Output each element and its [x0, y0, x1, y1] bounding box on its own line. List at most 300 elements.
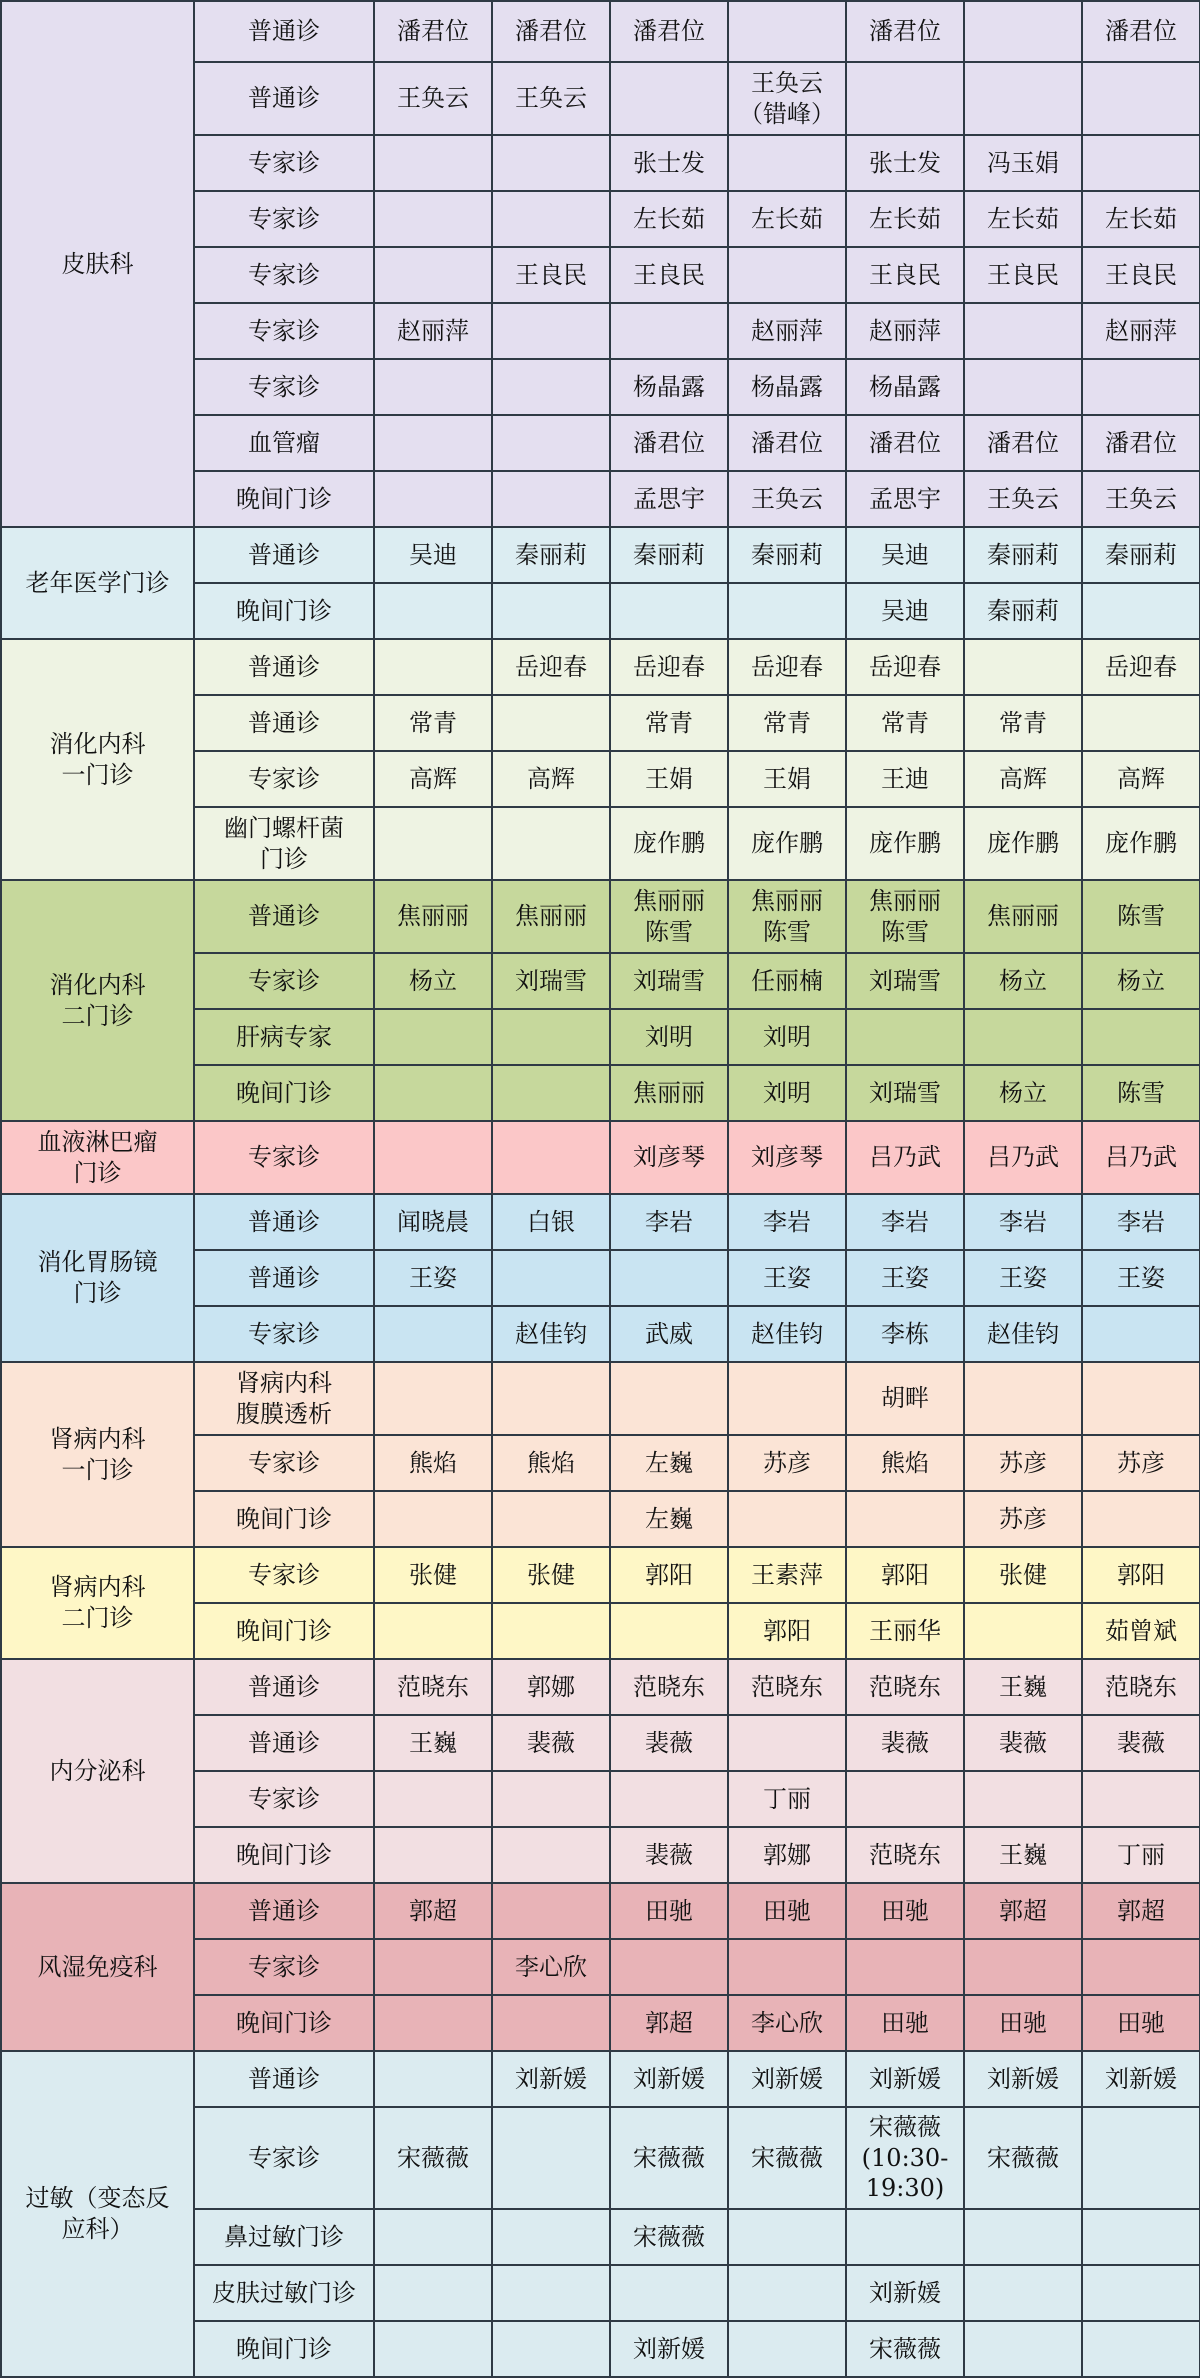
doctor-cell	[846, 62, 964, 135]
doctor-cell	[1082, 695, 1200, 751]
doctor-cell	[374, 2265, 492, 2321]
clinic-type: 普通诊	[194, 695, 374, 751]
clinic-type: 专家诊	[194, 191, 374, 247]
doctor-cell: 郭阳	[610, 1547, 728, 1603]
clinic-type: 普通诊	[194, 1883, 374, 1939]
clinic-type: 专家诊	[194, 1771, 374, 1827]
doctor-cell	[1082, 1939, 1200, 1995]
doctor-cell: 孟思宇	[846, 471, 964, 527]
doctor-cell: 王迪	[846, 751, 964, 807]
doctor-cell: 宋薇薇	[728, 2107, 846, 2209]
doctor-cell	[374, 1771, 492, 1827]
doctor-cell: 苏彦	[1082, 1435, 1200, 1491]
doctor-cell: 王姿	[846, 1250, 964, 1306]
doctor-cell	[374, 1491, 492, 1547]
department-name: 过敏（变态反 应科）	[1, 2051, 194, 2377]
doctor-cell: 裴薇	[610, 1715, 728, 1771]
doctor-cell: 岳迎春	[492, 639, 610, 695]
doctor-cell	[964, 1009, 1082, 1065]
doctor-cell	[492, 583, 610, 639]
doctor-cell: 刘新媛	[964, 2051, 1082, 2107]
doctor-cell	[374, 359, 492, 415]
doctor-cell: 宋薇薇	[964, 2107, 1082, 2209]
doctor-cell: 刘彦琴	[610, 1121, 728, 1194]
clinic-type: 专家诊	[194, 953, 374, 1009]
doctor-cell	[1082, 359, 1200, 415]
doctor-cell	[374, 1306, 492, 1362]
doctor-cell: 潘君位	[610, 415, 728, 471]
doctor-cell: 常青	[374, 695, 492, 751]
schedule-row	[1, 1659, 1200, 1715]
doctor-cell: 孟思宇	[610, 471, 728, 527]
doctor-cell	[728, 1362, 846, 1435]
doctor-cell	[492, 1009, 610, 1065]
doctor-cell: 陈雪	[1082, 880, 1200, 953]
doctor-cell: 熊焰	[846, 1435, 964, 1491]
doctor-cell: 刘新媛	[610, 2051, 728, 2107]
doctor-cell: 范晓东	[846, 1827, 964, 1883]
doctor-cell: 裴薇	[1082, 1715, 1200, 1771]
doctor-cell: 刘新媛	[610, 2321, 728, 2377]
doctor-cell: 熊焰	[492, 1435, 610, 1491]
doctor-cell	[492, 1362, 610, 1435]
doctor-cell: 焦丽丽 陈雪	[846, 880, 964, 953]
schedule-row	[1, 1194, 1200, 1250]
clinic-type: 专家诊	[194, 1435, 374, 1491]
clinic-type: 鼻过敏门诊	[194, 2209, 374, 2265]
doctor-cell	[374, 247, 492, 303]
doctor-cell: 赵佳钧	[964, 1306, 1082, 1362]
doctor-cell: 刘新媛	[846, 2265, 964, 2321]
doctor-cell: 李心欣	[728, 1995, 846, 2051]
department-name: 内分泌科	[1, 1659, 194, 1883]
doctor-cell: 刘新媛	[492, 2051, 610, 2107]
clinic-type: 普通诊	[194, 1, 374, 62]
clinic-type: 专家诊	[194, 303, 374, 359]
doctor-cell: 杨立	[374, 953, 492, 1009]
clinic-type: 普通诊	[194, 62, 374, 135]
schedule-row	[1, 880, 1200, 953]
doctor-cell: 范晓东	[1082, 1659, 1200, 1715]
department-name: 消化内科 二门诊	[1, 880, 194, 1121]
doctor-cell	[492, 471, 610, 527]
doctor-cell: 潘君位	[964, 415, 1082, 471]
doctor-cell: 田驰	[610, 1883, 728, 1939]
doctor-cell	[964, 1362, 1082, 1435]
clinic-type: 晚间门诊	[194, 1603, 374, 1659]
doctor-cell	[492, 1603, 610, 1659]
department-name: 血液淋巴瘤 门诊	[1, 1121, 194, 1194]
doctor-cell	[1082, 1362, 1200, 1435]
schedule-row	[1, 1883, 1200, 1939]
doctor-cell: 赵丽萍	[846, 303, 964, 359]
clinic-type: 普通诊	[194, 2051, 374, 2107]
doctor-cell: 潘君位	[1082, 1, 1200, 62]
doctor-cell: 赵佳钧	[728, 1306, 846, 1362]
doctor-cell: 刘彦琴	[728, 1121, 846, 1194]
doctor-cell	[610, 1603, 728, 1659]
doctor-cell: 李岩	[1082, 1194, 1200, 1250]
doctor-cell: 常青	[846, 695, 964, 751]
doctor-cell	[1082, 2107, 1200, 2209]
doctor-cell	[374, 807, 492, 880]
clinic-type: 血管瘤	[194, 415, 374, 471]
doctor-cell	[492, 695, 610, 751]
doctor-cell	[374, 1995, 492, 2051]
doctor-cell: 庞作鹏	[964, 807, 1082, 880]
doctor-cell: 裴薇	[492, 1715, 610, 1771]
doctor-cell: 焦丽丽	[492, 880, 610, 953]
schedule-row	[1, 1121, 1200, 1194]
doctor-cell: 杨晶露	[728, 359, 846, 415]
doctor-cell: 左长茹	[728, 191, 846, 247]
doctor-cell	[728, 247, 846, 303]
doctor-cell: 刘瑞雪	[610, 953, 728, 1009]
doctor-cell: 郭娜	[728, 1827, 846, 1883]
doctor-cell	[492, 1827, 610, 1883]
schedule-row	[1, 1, 1200, 62]
doctor-cell	[374, 135, 492, 191]
doctor-cell	[846, 1939, 964, 1995]
clinic-type: 专家诊	[194, 1306, 374, 1362]
clinic-type: 普通诊	[194, 527, 374, 583]
doctor-cell: 张士发	[610, 135, 728, 191]
doctor-cell: 潘君位	[492, 1, 610, 62]
doctor-cell	[374, 2321, 492, 2377]
clinic-type: 普通诊	[194, 1715, 374, 1771]
doctor-cell: 刘新媛	[728, 2051, 846, 2107]
doctor-cell	[492, 191, 610, 247]
doctor-cell: 吴迪	[846, 527, 964, 583]
clinic-type: 晚间门诊	[194, 583, 374, 639]
doctor-cell: 王娟	[728, 751, 846, 807]
doctor-cell: 高辉	[374, 751, 492, 807]
clinic-type: 肝病专家	[194, 1009, 374, 1065]
doctor-cell: 秦丽莉	[728, 527, 846, 583]
doctor-cell	[374, 583, 492, 639]
doctor-cell	[964, 1771, 1082, 1827]
doctor-cell	[492, 1121, 610, 1194]
doctor-cell: 王良民	[1082, 247, 1200, 303]
doctor-cell: 秦丽莉	[610, 527, 728, 583]
doctor-cell	[492, 2265, 610, 2321]
doctor-cell: 焦丽丽 陈雪	[610, 880, 728, 953]
doctor-cell: 杨立	[964, 1065, 1082, 1121]
doctor-cell: 潘君位	[846, 415, 964, 471]
doctor-cell: 王奂云 （错峰）	[728, 62, 846, 135]
doctor-cell: 庞作鹏	[846, 807, 964, 880]
doctor-cell: 王素萍	[728, 1547, 846, 1603]
doctor-cell	[964, 359, 1082, 415]
doctor-cell	[610, 1939, 728, 1995]
doctor-cell: 左长茹	[846, 191, 964, 247]
doctor-cell: 刘瑞雪	[846, 953, 964, 1009]
schedule-body	[1, 1, 1200, 2377]
doctor-cell: 吕乃武	[1082, 1121, 1200, 1194]
doctor-cell	[1082, 1009, 1200, 1065]
doctor-cell	[846, 2209, 964, 2265]
doctor-cell	[610, 62, 728, 135]
doctor-cell: 裴薇	[964, 1715, 1082, 1771]
doctor-cell	[1082, 2209, 1200, 2265]
department-name: 消化内科 一门诊	[1, 639, 194, 880]
doctor-cell: 张健	[374, 1547, 492, 1603]
doctor-cell: 杨晶露	[846, 359, 964, 415]
clinic-type: 晚间门诊	[194, 1491, 374, 1547]
doctor-cell	[610, 1250, 728, 1306]
doctor-cell	[728, 2321, 846, 2377]
doctor-cell: 焦丽丽 陈雪	[728, 880, 846, 953]
doctor-cell: 左长茹	[964, 191, 1082, 247]
doctor-cell: 刘新媛	[1082, 2051, 1200, 2107]
doctor-cell	[374, 191, 492, 247]
department-name: 皮肤科	[1, 1, 194, 527]
doctor-cell: 李岩	[610, 1194, 728, 1250]
doctor-cell: 王奂云	[728, 471, 846, 527]
doctor-cell	[492, 359, 610, 415]
doctor-cell: 吴迪	[846, 583, 964, 639]
doctor-cell: 岳迎春	[728, 639, 846, 695]
doctor-cell	[374, 2051, 492, 2107]
clinic-type: 幽门螺杆菌 门诊	[194, 807, 374, 880]
doctor-cell: 王姿	[964, 1250, 1082, 1306]
doctor-cell: 左长茹	[1082, 191, 1200, 247]
doctor-cell: 郭阳	[728, 1603, 846, 1659]
doctor-cell: 秦丽莉	[964, 527, 1082, 583]
doctor-cell: 庞作鹏	[728, 807, 846, 880]
doctor-cell: 岳迎春	[846, 639, 964, 695]
doctor-cell	[728, 2265, 846, 2321]
doctor-cell: 刘明	[728, 1009, 846, 1065]
doctor-cell	[964, 2209, 1082, 2265]
doctor-cell	[374, 471, 492, 527]
doctor-cell	[610, 1771, 728, 1827]
clinic-type: 晚间门诊	[194, 1995, 374, 2051]
clinic-type: 普通诊	[194, 1659, 374, 1715]
doctor-cell: 胡畔	[846, 1362, 964, 1435]
doctor-cell: 王姿	[1082, 1250, 1200, 1306]
doctor-cell: 高辉	[492, 751, 610, 807]
doctor-cell: 杨晶露	[610, 359, 728, 415]
schedule-row	[1, 527, 1200, 583]
doctor-cell: 李心欣	[492, 1939, 610, 1995]
doctor-cell	[1082, 2265, 1200, 2321]
doctor-cell: 刘瑞雪	[846, 1065, 964, 1121]
clinic-type: 专家诊	[194, 135, 374, 191]
doctor-cell	[1082, 583, 1200, 639]
doctor-cell	[964, 1603, 1082, 1659]
doctor-cell: 左巍	[610, 1491, 728, 1547]
doctor-cell: 赵丽萍	[1082, 303, 1200, 359]
schedule-row	[1, 639, 1200, 695]
doctor-cell: 宋薇薇	[846, 2321, 964, 2377]
clinic-type: 专家诊	[194, 1121, 374, 1194]
doctor-cell: 赵丽萍	[374, 303, 492, 359]
doctor-cell: 吴迪	[374, 527, 492, 583]
clinic-type: 普通诊	[194, 1250, 374, 1306]
doctor-cell	[374, 1362, 492, 1435]
doctor-cell	[1082, 135, 1200, 191]
doctor-cell: 范晓东	[610, 1659, 728, 1715]
doctor-cell	[964, 1939, 1082, 1995]
clinic-type: 皮肤过敏门诊	[194, 2265, 374, 2321]
clinic-type: 普通诊	[194, 1194, 374, 1250]
doctor-cell: 王姿	[728, 1250, 846, 1306]
doctor-cell: 吕乃武	[964, 1121, 1082, 1194]
doctor-cell: 常青	[728, 695, 846, 751]
doctor-cell: 王巍	[964, 1659, 1082, 1715]
doctor-cell: 武威	[610, 1306, 728, 1362]
doctor-cell: 秦丽莉	[964, 583, 1082, 639]
doctor-cell: 王良民	[964, 247, 1082, 303]
doctor-cell	[374, 415, 492, 471]
schedule-row	[1, 2051, 1200, 2107]
clinic-type: 专家诊	[194, 2107, 374, 2209]
doctor-cell: 田驰	[728, 1883, 846, 1939]
schedule-row	[1, 1547, 1200, 1603]
doctor-cell	[492, 807, 610, 880]
clinic-type: 晚间门诊	[194, 1065, 374, 1121]
doctor-cell	[846, 1491, 964, 1547]
doctor-cell	[492, 2209, 610, 2265]
clinic-type: 专家诊	[194, 359, 374, 415]
doctor-cell: 郭超	[374, 1883, 492, 1939]
doctor-cell: 郭娜	[492, 1659, 610, 1715]
doctor-cell	[610, 583, 728, 639]
doctor-cell: 范晓东	[374, 1659, 492, 1715]
doctor-cell: 赵丽萍	[728, 303, 846, 359]
doctor-cell	[964, 1, 1082, 62]
doctor-cell: 常青	[610, 695, 728, 751]
doctor-cell: 李岩	[964, 1194, 1082, 1250]
doctor-cell: 冯玉娟	[964, 135, 1082, 191]
doctor-cell: 庞作鹏	[1082, 807, 1200, 880]
doctor-cell	[492, 303, 610, 359]
doctor-cell	[492, 1883, 610, 1939]
doctor-cell	[846, 1771, 964, 1827]
doctor-cell	[1082, 2321, 1200, 2377]
doctor-cell: 王巍	[964, 1827, 1082, 1883]
department-name: 肾病内科 二门诊	[1, 1547, 194, 1659]
department-name: 老年医学门诊	[1, 527, 194, 639]
doctor-cell: 李岩	[846, 1194, 964, 1250]
doctor-cell: 郭超	[610, 1995, 728, 2051]
doctor-cell: 左巍	[610, 1435, 728, 1491]
doctor-cell: 任丽楠	[728, 953, 846, 1009]
doctor-cell: 王奂云	[964, 471, 1082, 527]
doctor-cell	[492, 2321, 610, 2377]
doctor-cell	[728, 1715, 846, 1771]
doctor-cell: 李栋	[846, 1306, 964, 1362]
doctor-cell: 张健	[492, 1547, 610, 1603]
doctor-cell: 刘明	[610, 1009, 728, 1065]
department-name: 肾病内科 一门诊	[1, 1362, 194, 1547]
doctor-cell	[492, 1065, 610, 1121]
doctor-cell	[374, 1939, 492, 1995]
doctor-cell: 张士发	[846, 135, 964, 191]
doctor-cell: 宋薇薇	[374, 2107, 492, 2209]
doctor-cell: 郭超	[964, 1883, 1082, 1939]
clinic-type: 专家诊	[194, 1547, 374, 1603]
clinic-type: 专家诊	[194, 1939, 374, 1995]
doctor-cell: 王良民	[610, 247, 728, 303]
doctor-cell: 王良民	[492, 247, 610, 303]
clinic-type: 普通诊	[194, 639, 374, 695]
doctor-cell: 王良民	[846, 247, 964, 303]
doctor-cell: 范晓东	[728, 1659, 846, 1715]
doctor-cell: 田驰	[964, 1995, 1082, 2051]
doctor-cell: 宋薇薇	[610, 2107, 728, 2209]
doctor-cell: 杨立	[964, 953, 1082, 1009]
doctor-cell	[728, 135, 846, 191]
doctor-cell: 裴薇	[610, 1827, 728, 1883]
doctor-cell: 吕乃武	[846, 1121, 964, 1194]
doctor-cell	[728, 583, 846, 639]
doctor-cell	[728, 1939, 846, 1995]
doctor-cell	[846, 1009, 964, 1065]
doctor-cell: 杨立	[1082, 953, 1200, 1009]
doctor-cell: 王奂云	[374, 62, 492, 135]
doctor-cell: 宋薇薇 (10:30- 19:30)	[846, 2107, 964, 2209]
doctor-cell: 宋薇薇	[610, 2209, 728, 2265]
doctor-cell	[728, 1491, 846, 1547]
doctor-cell: 王丽华	[846, 1603, 964, 1659]
doctor-cell	[374, 1121, 492, 1194]
doctor-cell	[964, 2265, 1082, 2321]
doctor-cell: 李岩	[728, 1194, 846, 1250]
doctor-cell: 潘君位	[846, 1, 964, 62]
doctor-cell	[492, 1995, 610, 2051]
doctor-cell: 裴薇	[846, 1715, 964, 1771]
doctor-cell: 潘君位	[374, 1, 492, 62]
doctor-cell: 苏彦	[964, 1491, 1082, 1547]
doctor-cell: 岳迎春	[610, 639, 728, 695]
doctor-cell	[374, 1603, 492, 1659]
doctor-cell	[374, 1009, 492, 1065]
doctor-cell: 秦丽莉	[492, 527, 610, 583]
schedule-row	[1, 1362, 1200, 1435]
doctor-cell: 潘君位	[728, 415, 846, 471]
doctor-cell: 潘君位	[610, 1, 728, 62]
doctor-cell	[610, 2265, 728, 2321]
clinic-type: 普通诊	[194, 880, 374, 953]
doctor-cell	[1082, 62, 1200, 135]
doctor-cell: 左长茹	[610, 191, 728, 247]
doctor-cell: 张健	[964, 1547, 1082, 1603]
doctor-cell	[374, 1065, 492, 1121]
doctor-cell	[728, 2209, 846, 2265]
doctor-cell	[374, 639, 492, 695]
doctor-cell	[374, 2209, 492, 2265]
doctor-cell: 焦丽丽	[964, 880, 1082, 953]
doctor-cell: 丁丽	[1082, 1827, 1200, 1883]
clinic-type: 晚间门诊	[194, 471, 374, 527]
doctor-cell	[492, 415, 610, 471]
doctor-cell	[964, 303, 1082, 359]
doctor-cell	[610, 1362, 728, 1435]
doctor-cell: 白银	[492, 1194, 610, 1250]
doctor-cell: 王娟	[610, 751, 728, 807]
doctor-cell	[964, 639, 1082, 695]
doctor-cell: 田驰	[846, 1995, 964, 2051]
doctor-cell: 焦丽丽	[374, 880, 492, 953]
doctor-cell: 王奂云	[492, 62, 610, 135]
doctor-cell	[610, 303, 728, 359]
doctor-cell: 潘君位	[1082, 415, 1200, 471]
doctor-cell: 庞作鹏	[610, 807, 728, 880]
doctor-cell: 田驰	[846, 1883, 964, 1939]
doctor-cell: 郭阳	[846, 1547, 964, 1603]
